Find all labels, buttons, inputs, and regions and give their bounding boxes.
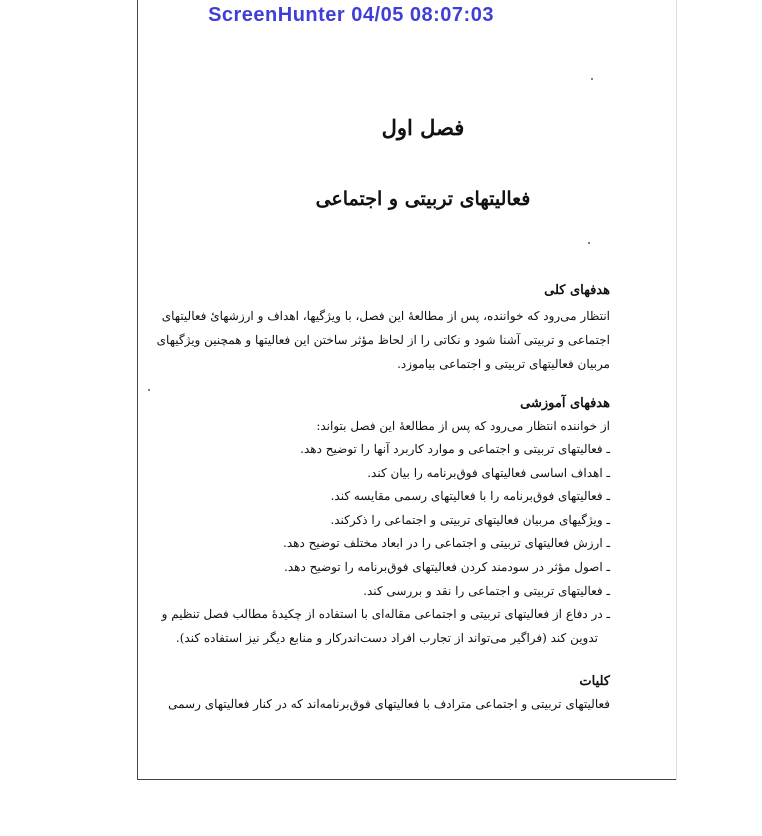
educational-goals-intro: از خواننده انتظار می‌رود که پس از مطالعهٔ این فصل بتواند: [316, 419, 610, 433]
page-left-edge [137, 0, 138, 780]
paragraph-line: مربیان فعالیتهای تربیتی و اجتماعی بیاموزد. [397, 357, 610, 371]
page-right-edge [676, 0, 677, 780]
general-goals-heading: هدفهای کلی [544, 283, 610, 298]
list-item: ـ ویژگیهای مربیان فعالیتهای تربیتی و اجتماعی را ذکرکند. [330, 512, 610, 527]
list-item: ـ ارزش فعالیتهای تربیتی و اجتماعی را در ابعاد مختلف توضیح دهد. [283, 536, 610, 551]
scan-speck [148, 389, 150, 391]
general-goals-paragraph [156, 304, 610, 376]
list-item: ـ فعالیتهای فوق‌برنامه را با فعالیتهای رسمی مقایسه کند. [330, 489, 610, 504]
scan-speck [591, 78, 593, 80]
list-item: ـ اهداف اساسی فعالیتهای فوق‌برنامه را بیان کند. [367, 465, 610, 480]
educational-goals-heading: هدفهای آموزشی [520, 396, 610, 411]
list-item: ـ فعالیتهای تربیتی و اجتماعی را نقد و بررسی کند. [363, 583, 610, 598]
paragraph-line: اجتماعی و تربیتی آشنا شود و نکاتی را از لحاظ مؤثر ساختن این فعالیتها و همچنین ویژگیهای [156, 333, 610, 347]
list-item: ـ اصول مؤثر در سودمند کردن فعالیتهای فوق‌برنامه را توضیح دهد. [284, 559, 610, 574]
list-item: ـ فعالیتهای تربیتی و اجتماعی و موارد کاربرد آنها را توضیح دهد. [300, 442, 610, 456]
paragraph-line: انتظار می‌رود که خواننده، پس از مطالعهٔ این فصل، با ویژگیها، اهداف و ارزشهایٔ فعالیتهای [161, 309, 610, 323]
list-item: ـ در دفاع از فعالیتهای تربیتی و اجتماعی مقاله‌ای با استفاده از چکیدهٔ مطالب فصل تنظیم و [161, 607, 610, 622]
screenhunter-watermark: ScreenHunter 04/05 08:07:03 [208, 4, 494, 26]
objectives-list [161, 438, 610, 650]
page-bottom-edge [137, 779, 677, 780]
generalities-paragraph: فعالیتهای تربیتی و اجتماعی مترادف با فعالیتهای فوق‌برنامه‌اند که در کنار فعالیتهای رسمی [168, 697, 610, 712]
list-item-continuation: تدوین کند (فراگیر می‌تواند از تجارب افراد دست‌اندرکار و منابع دیگر نیز استفاده کند). [175, 630, 598, 645]
document-page [156, 108, 610, 716]
main-title: فعالیتهای تربیتی و اجتماعی [315, 188, 531, 210]
generalities-heading: کلیات [579, 674, 610, 690]
chapter-title: فصل اول [381, 115, 465, 140]
